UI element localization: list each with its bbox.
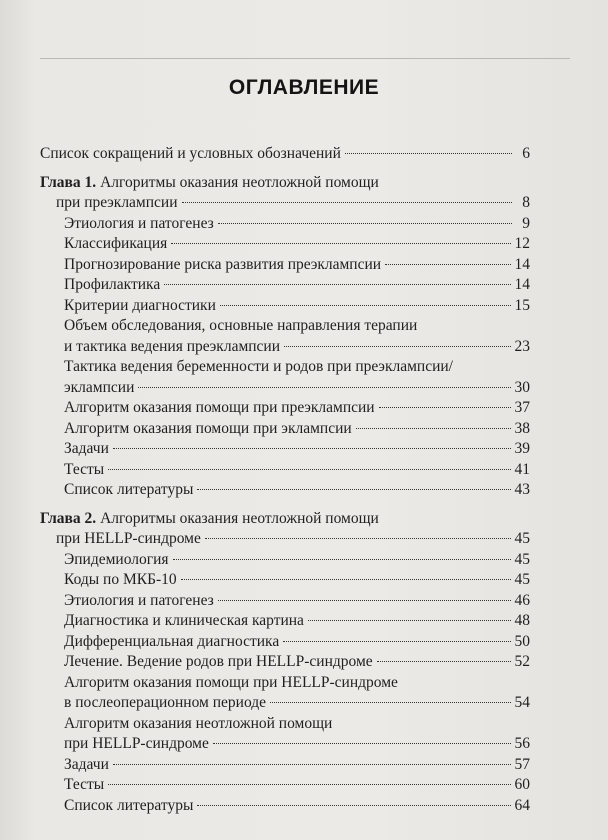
toc-entry-text: Критерии диагностики: [64, 296, 216, 314]
toc-entry-abbreviations[interactable]: [40, 144, 530, 165]
dot-leader: [220, 305, 511, 306]
toc-entry-cont[interactable]: [40, 693, 530, 714]
toc-entry[interactable]: [40, 398, 530, 419]
toc-page-number: 45: [514, 571, 530, 588]
page-title: ОГЛАВЛЕНИЕ: [228, 76, 380, 99]
toc-entry-cont[interactable]: [40, 337, 530, 358]
dot-leader: [377, 661, 511, 662]
dot-leader: [171, 243, 510, 244]
toc-page-number: 56: [514, 735, 530, 752]
toc-entry-text-cont: эклампсии: [64, 378, 135, 396]
toc-entry-text: Алгоритм оказания помощи при HELLP-синдроме: [64, 673, 398, 691]
chapter-1-title-line2: при преэклампсии: [56, 194, 178, 211]
dot-leader: [173, 559, 511, 560]
dot-leader: [379, 407, 511, 408]
toc-entry-text: Лечение. Ведение родов при HELLP-синдроме: [64, 653, 373, 670]
dot-leader: [182, 202, 512, 203]
toc-entry-text: Объем обследования, основные направления терапии: [64, 317, 418, 334]
toc-page-number: 37: [514, 399, 530, 416]
toc-entry[interactable]: [40, 357, 530, 378]
toc-page-number: 8: [522, 194, 530, 211]
dot-leader: [283, 641, 510, 642]
toc-page-number: 39: [514, 440, 530, 457]
toc-entry-text: Прогнозирование риска развития преэклампсии: [64, 255, 382, 273]
chapter-2-label: Глава 2.: [40, 509, 97, 527]
toc-entry[interactable]: [40, 296, 530, 317]
toc-entry-text-cont: и тактика ведения преэклампсии: [64, 337, 281, 355]
toc-entry[interactable]: [40, 214, 530, 235]
toc-page-number: 45: [514, 530, 530, 547]
chapter-1-heading[interactable]: [40, 173, 530, 194]
toc-entry-text: Диагностика и клиническая картина: [64, 612, 304, 629]
toc-page-number: 14: [514, 255, 530, 273]
dot-leader: [213, 743, 511, 744]
toc-entry[interactable]: [40, 591, 530, 612]
toc-page-number: 12: [514, 235, 530, 252]
dot-leader: [218, 223, 512, 224]
chapter-1-heading-cont[interactable]: [40, 193, 530, 214]
toc-entry-text: Тесты: [64, 460, 105, 478]
toc-entry[interactable]: [40, 611, 530, 632]
dot-leader: [356, 428, 511, 429]
toc-entry-cont[interactable]: [40, 734, 530, 755]
dot-leader: [138, 387, 510, 388]
toc-page-number: 50: [514, 632, 530, 650]
toc-entry-text: Задачи: [64, 440, 109, 457]
toc-entry[interactable]: [40, 316, 530, 337]
dot-leader: [108, 784, 510, 785]
toc-entry-text: Эпидемиология: [64, 550, 169, 568]
dot-leader: [284, 346, 510, 347]
toc-page-number: 15: [514, 296, 530, 314]
toc-entry-text: Тесты: [64, 776, 105, 793]
toc-entry-text-cont: в послеоперационном периоде: [64, 694, 267, 711]
toc-entry-text: Этиология и патогенез: [64, 214, 214, 232]
toc-entry-text: Тактика ведения беременности и родов при преэклампсии/: [64, 358, 453, 375]
toc-entry[interactable]: [40, 439, 530, 460]
toc-page-number: 60: [514, 776, 530, 793]
dot-leader: [345, 153, 512, 154]
toc-page-number: 23: [514, 337, 530, 355]
toc-entry-text: Задачи: [64, 755, 109, 773]
toc-entry-cont[interactable]: [40, 378, 530, 399]
toc-page-number: 54: [514, 694, 530, 711]
toc-entry-text: Классификация: [64, 235, 168, 252]
toc-page-number: 30: [514, 378, 530, 396]
toc-page-number: 52: [514, 653, 530, 670]
dot-leader: [308, 620, 511, 621]
toc-entry-text-cont: при HELLP-синдроме: [64, 735, 209, 752]
toc-entry-text: Алгоритм оказания помощи при преэклампсии: [64, 399, 375, 416]
dot-leader: [218, 600, 511, 601]
toc-entry-text: Дифференциальная диагностика: [64, 632, 280, 650]
dot-leader: [205, 538, 511, 539]
toc-page-number: 41: [514, 460, 530, 478]
toc-entry[interactable]: [40, 550, 530, 571]
chapter-2-title-line1: Алгоритмы оказания неотложной помощи: [100, 509, 379, 527]
toc-entry[interactable]: [40, 673, 530, 694]
toc-entry-text: Список литературы: [64, 481, 194, 498]
toc-entry-text: Этиология и патогенез: [64, 591, 214, 609]
dot-leader: [197, 805, 510, 806]
toc-page-number: 45: [514, 550, 530, 568]
dot-leader: [385, 264, 510, 265]
toc-entry-text: Алгоритм оказания неотложной помощи: [64, 714, 333, 732]
chapter-1-label: Глава 1.: [40, 173, 97, 191]
dot-leader: [181, 579, 511, 580]
toc-entry[interactable]: [40, 570, 530, 591]
bleed-through-header: [40, 44, 570, 59]
dot-leader: [197, 489, 510, 490]
dot-leader: [270, 702, 510, 703]
chapter-2-title-line2: при HELLP-синдроме: [56, 530, 201, 547]
chapter-2-heading-cont[interactable]: [40, 529, 530, 550]
dot-leader: [108, 469, 510, 470]
toc-page-number: 6: [522, 145, 530, 162]
toc-entry[interactable]: [40, 652, 530, 673]
toc-entry[interactable]: [40, 714, 530, 735]
toc-page-number: 64: [514, 796, 530, 814]
dot-leader: [113, 448, 511, 449]
toc-entry[interactable]: [40, 234, 530, 255]
chapter-2-heading[interactable]: [40, 509, 530, 530]
toc-entry[interactable]: [40, 255, 530, 276]
toc-entry[interactable]: [40, 480, 530, 501]
toc-page-number: 57: [514, 755, 530, 773]
toc-entry[interactable]: [40, 775, 530, 796]
toc-page-number: 14: [514, 276, 530, 293]
dot-leader: [164, 284, 510, 285]
toc-entry-text: Профилактика: [64, 276, 161, 293]
toc-entry[interactable]: [40, 275, 530, 296]
toc-entry[interactable]: [40, 755, 530, 776]
toc-entry-text: Алгоритм оказания помощи при эклампсии: [64, 419, 352, 437]
toc-page-number: 38: [514, 419, 530, 437]
toc-entry[interactable]: [40, 419, 530, 440]
toc-page-number: 43: [514, 481, 530, 498]
dot-leader: [113, 764, 511, 765]
toc-page-number: 46: [514, 591, 530, 609]
toc-entry[interactable]: [40, 460, 530, 481]
toc-page-number: 9: [522, 214, 530, 232]
toc-entry[interactable]: [40, 796, 530, 817]
table-of-contents: [40, 144, 530, 816]
chapter-1-title-line1: Алгоритмы оказания неотложной помощи: [100, 173, 379, 191]
toc-entry-text: Коды по МКБ-10: [64, 571, 177, 588]
toc-entry[interactable]: [40, 632, 530, 653]
toc-page-number: 48: [514, 612, 530, 629]
toc-entry-text: Список сокращений и условных обозначений: [40, 145, 341, 162]
toc-entry-text: Список литературы: [64, 796, 194, 814]
